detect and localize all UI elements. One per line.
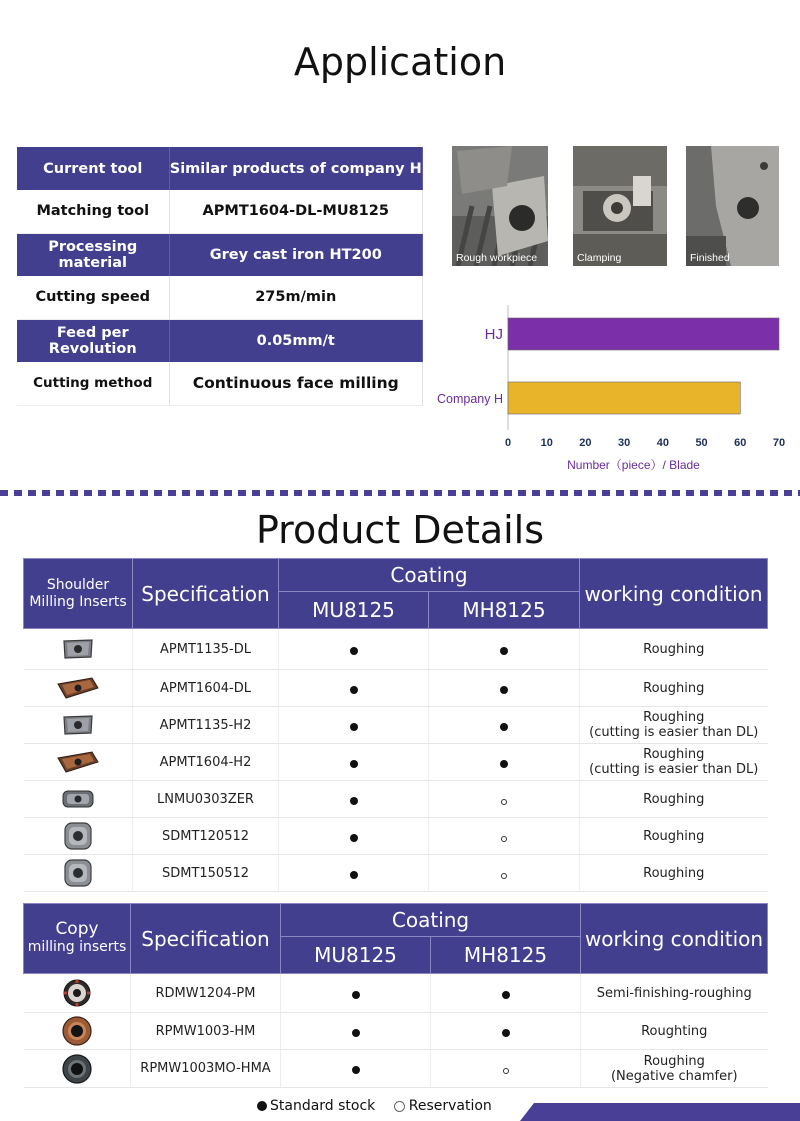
specification-header: Specification	[131, 904, 281, 974]
chart-tick-label: 50	[695, 437, 708, 449]
condition-note: (cutting is easier than DL)	[589, 725, 759, 740]
mu8125-cell	[279, 744, 429, 781]
condition-text: Roughting	[641, 1023, 708, 1039]
standard-stock-dot-icon	[500, 647, 508, 655]
type-line-2: Milling Inserts	[29, 593, 127, 610]
table-row	[24, 974, 768, 1013]
chart-tick-label: 40	[656, 437, 669, 449]
photo-clamping	[573, 146, 667, 266]
photo-caption: Rough workpiece	[456, 252, 538, 264]
insert-apmt-copper-icon	[24, 670, 133, 707]
condition-text: Roughing	[643, 791, 705, 807]
insert-type-header	[24, 559, 133, 629]
standard-stock-dot-icon	[500, 686, 508, 694]
table-row	[24, 670, 768, 707]
working-condition-cell	[580, 629, 768, 670]
working-condition-cell	[580, 855, 768, 892]
mh8125-cell	[429, 744, 580, 781]
corner-accent	[520, 1103, 800, 1121]
mu8125-cell	[279, 818, 429, 855]
row-label: Cutting speed	[17, 276, 169, 319]
working-condition-header: working condition	[580, 559, 768, 629]
type-line-1: Shoulder	[46, 576, 110, 593]
row-value: APMT1604-DL-MU8125	[169, 190, 423, 233]
legend	[257, 1098, 492, 1114]
mh8125-cell	[431, 1050, 581, 1088]
blade-life-chart	[425, 300, 800, 480]
chart-bar	[508, 318, 779, 350]
mh8125-cell	[429, 818, 580, 855]
spec-cell: SDMT150512	[133, 855, 279, 892]
standard-stock-dot-icon	[350, 797, 358, 805]
standard-stock-dot-icon	[257, 1101, 267, 1111]
insert-type-header	[24, 904, 131, 974]
chart-tick-label: 30	[618, 437, 631, 449]
spec-cell: RDMW1204-PM	[131, 974, 281, 1013]
spec-cell: APMT1135-H2	[133, 707, 279, 744]
condition-text: Roughing	[643, 865, 705, 881]
standard-stock-dot-icon	[350, 871, 358, 879]
table-row	[17, 319, 423, 362]
spec-cell: LNMU0303ZER	[133, 781, 279, 818]
table-row	[17, 190, 423, 233]
row-value: 275m/min	[169, 276, 423, 319]
working-condition-cell	[580, 707, 768, 744]
table-row	[24, 629, 768, 670]
mh8125-header: MH8125	[431, 937, 581, 974]
insert-apmt-small-icon	[24, 707, 133, 744]
mu8125-cell	[281, 974, 431, 1013]
table-row	[24, 707, 768, 744]
table-row	[24, 818, 768, 855]
table-row	[24, 744, 768, 781]
copy-inserts-table	[23, 903, 768, 1088]
standard-stock-dot-icon	[352, 1029, 360, 1037]
table-row	[24, 855, 768, 892]
table-row	[24, 1013, 768, 1050]
reservation-dot-icon	[501, 799, 507, 805]
chart-tick-label: 0	[504, 437, 512, 449]
row-label: Cutting method	[17, 362, 169, 405]
table-row	[24, 781, 768, 818]
insert-sdmt-icon	[24, 818, 133, 855]
chart-bar	[508, 382, 740, 414]
photo-rough-workpiece	[452, 146, 548, 266]
spec-cell: APMT1135-DL	[133, 629, 279, 670]
standard-stock-dot-icon	[350, 647, 358, 655]
chart-tick-label: 60	[734, 437, 747, 449]
mu8125-cell	[279, 707, 429, 744]
mu8125-cell	[279, 855, 429, 892]
standard-stock-dot-icon	[502, 991, 510, 999]
chart-x-label: Number（piece）/ Blade	[567, 458, 700, 472]
working-condition-cell	[581, 1013, 768, 1050]
standard-stock-dot-icon	[500, 723, 508, 731]
chart-tick-label: 70	[772, 437, 786, 449]
reservation-dot-icon	[394, 1101, 405, 1112]
table-row	[17, 276, 423, 319]
legend-reservation: Reservation	[408, 1098, 492, 1114]
insert-lnmu-icon	[24, 781, 133, 818]
spec-cell: SDMT120512	[133, 818, 279, 855]
working-condition-cell	[581, 1050, 768, 1088]
application-title: Application	[293, 40, 507, 84]
condition-text: Roughing	[643, 680, 705, 696]
reservation-dot-icon	[501, 836, 507, 842]
mh8125-cell	[429, 670, 580, 707]
table-row	[17, 233, 423, 276]
standard-stock-dot-icon	[352, 991, 360, 999]
coating-header: Coating	[281, 904, 581, 937]
standard-stock-dot-icon	[350, 686, 358, 694]
chart-category-label: Company H	[437, 392, 503, 406]
spec-cell: APMT1604-H2	[133, 744, 279, 781]
mu8125-cell	[281, 1050, 431, 1088]
spec-cell: RPMW1003MO-HMA	[131, 1050, 281, 1088]
mu8125-cell	[279, 670, 429, 707]
working-condition-cell	[580, 818, 768, 855]
condition-text: Roughing	[643, 828, 705, 844]
photo-finished	[686, 146, 779, 266]
reservation-dot-icon	[501, 873, 507, 879]
standard-stock-dot-icon	[502, 1029, 510, 1037]
row-value: Continuous face milling	[169, 362, 423, 405]
insert-apmt-copper-icon	[24, 744, 133, 781]
product-details-title: Product Details	[255, 508, 545, 552]
mu8125-header: MU8125	[279, 592, 429, 629]
condition-text: Roughing	[643, 710, 705, 725]
insert-rpmw-copper-icon	[24, 1013, 131, 1050]
condition-text: Semi-finishing-roughing	[596, 985, 752, 1001]
row-label: Feed per Revolution	[17, 319, 169, 362]
type-line-1: Copy	[55, 919, 99, 939]
chart-tick-label: 20	[579, 437, 592, 449]
mu8125-cell	[279, 629, 429, 670]
shoulder-inserts-table	[23, 558, 768, 892]
dashed-divider	[0, 490, 800, 496]
standard-stock-dot-icon	[352, 1066, 360, 1074]
photo-caption: Finished	[690, 252, 730, 264]
working-condition-header: working condition	[581, 904, 768, 974]
mu8125-cell	[281, 1013, 431, 1050]
row-label: Matching tool	[17, 190, 169, 233]
insert-rdmw-icon	[24, 974, 131, 1013]
mh8125-cell	[431, 1013, 581, 1050]
row-label: Processing material	[17, 233, 169, 276]
mh8125-cell	[429, 707, 580, 744]
row-value: Grey cast iron HT200	[169, 233, 423, 276]
photo-caption: Clamping	[577, 252, 622, 264]
mh8125-cell	[429, 781, 580, 818]
working-condition-cell	[580, 744, 768, 781]
condition-text: Roughing	[643, 747, 705, 762]
standard-stock-dot-icon	[350, 723, 358, 731]
spec-cell: APMT1604-DL	[133, 670, 279, 707]
working-condition-cell	[580, 670, 768, 707]
chart-tick-label: 10	[540, 437, 553, 449]
row-value: Similar products of company H	[169, 147, 423, 190]
condition-note: (Negative chamfer)	[610, 1068, 738, 1084]
specification-header: Specification	[133, 559, 279, 629]
condition-text: Roughing	[643, 641, 705, 657]
row-label: Current tool	[17, 147, 169, 190]
reservation-dot-icon	[503, 1068, 509, 1074]
standard-stock-dot-icon	[500, 760, 508, 768]
mu8125-cell	[279, 781, 429, 818]
insert-rpmw-dark-icon	[24, 1050, 131, 1088]
mh8125-cell	[429, 629, 580, 670]
type-line-2: milling inserts	[27, 939, 127, 955]
mh8125-header: MH8125	[429, 592, 580, 629]
row-value: 0.05mm/t	[169, 319, 423, 362]
chart-category-label: HJ	[484, 326, 503, 343]
table-row	[17, 147, 423, 190]
legend-standard-stock: Standard stock	[270, 1098, 376, 1114]
coating-header: Coating	[279, 559, 580, 592]
mh8125-cell	[431, 974, 581, 1013]
insert-apmt-small-icon	[24, 629, 133, 670]
standard-stock-dot-icon	[350, 834, 358, 842]
table-row	[24, 1050, 768, 1088]
insert-sdmt-icon	[24, 855, 133, 892]
mh8125-cell	[429, 855, 580, 892]
mu8125-header: MU8125	[281, 937, 431, 974]
table-row	[17, 362, 423, 405]
working-condition-cell	[580, 781, 768, 818]
condition-note: (cutting is easier than DL)	[589, 762, 759, 777]
spec-cell: RPMW1003-HM	[131, 1013, 281, 1050]
working-condition-cell	[581, 974, 768, 1013]
application-table	[17, 147, 423, 406]
standard-stock-dot-icon	[350, 760, 358, 768]
condition-text: Roughing	[643, 1053, 705, 1069]
